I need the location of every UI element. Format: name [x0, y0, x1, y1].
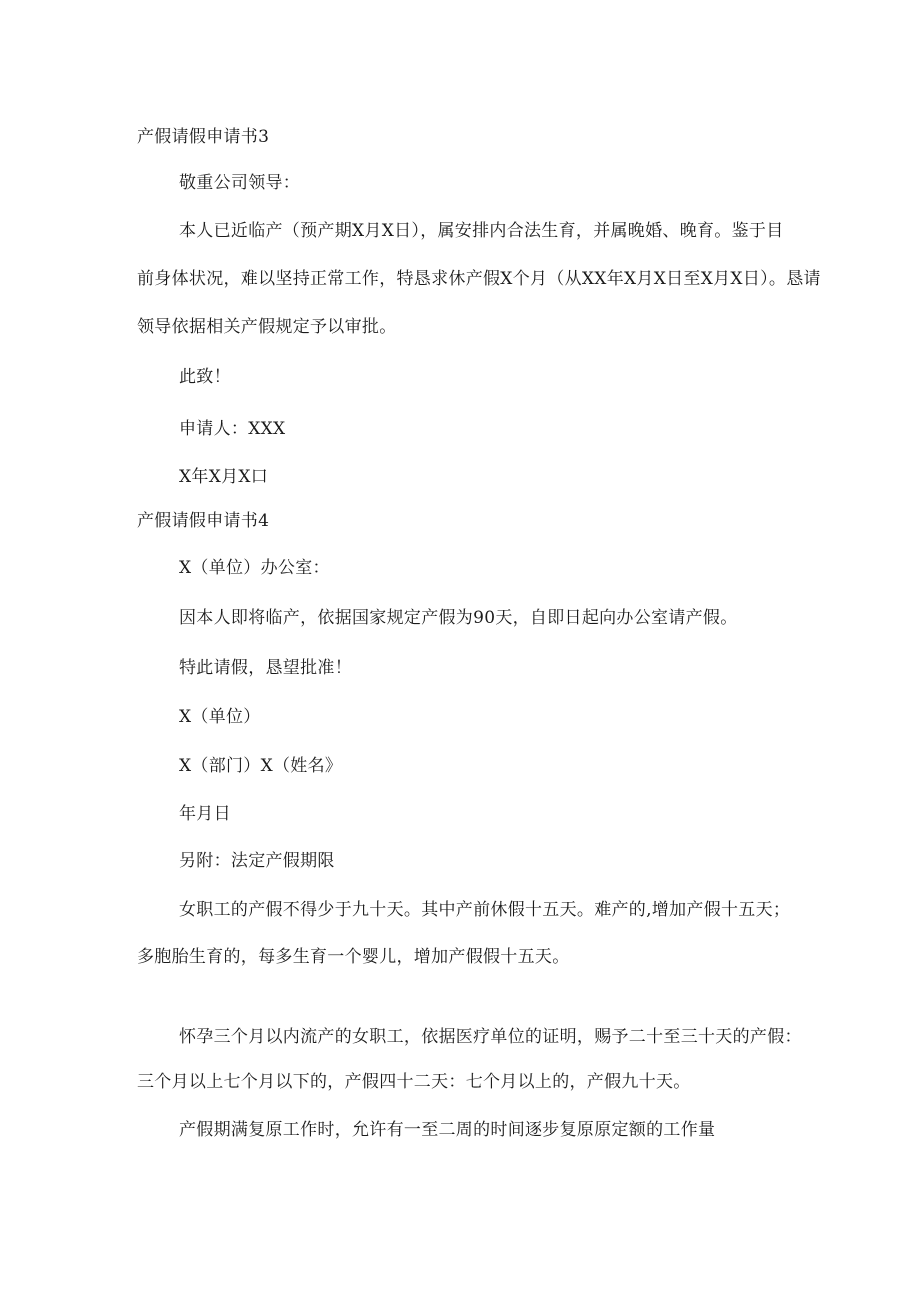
section4-date: 年月日	[179, 804, 231, 824]
appendix-title: 另附：法定产假期限	[179, 851, 335, 871]
section3-title: 产假请假申请书3	[137, 127, 270, 147]
section4-body: 因本人即将临产，依据国家规定产假为90天，自即日起向办公室请产假。	[179, 608, 738, 628]
section3-body-line1: 本人已近临产（预产期X月X日），属安排内合法生育，并属晚婚、晚育。鉴于目	[179, 221, 784, 241]
section4-title: 产假请假申请书4	[137, 511, 270, 531]
section4-request: 特此请假，恳望批准！	[179, 658, 352, 678]
appendix-para1-line1: 女职工的产假不得少于九十天。其中产前休假十五天。难产的,增加产假十五天；	[179, 900, 791, 920]
section4-unit: X（单位）	[179, 707, 261, 727]
section3-date: X年X月X口	[179, 467, 269, 487]
appendix-para2-line2: 三个月以上七个月以下的，产假四十二天：七个月以上的，产假九十天。	[137, 1072, 691, 1092]
section3-body-line3: 领导依据相关产假规定予以审批。	[137, 317, 397, 337]
appendix-para1-line2: 多胞胎生育的，每多生育一个婴儿，增加产假假十五天。	[137, 947, 570, 967]
section3-salutation: 敬重公司领导：	[179, 173, 301, 193]
section3-closing: 此致！	[179, 367, 231, 387]
section3-applicant: 申请人：XXX	[179, 419, 286, 439]
appendix-para3-line1: 产假期满复原工作时，允许有一至二周的时间逐步复原原定额的工作量	[179, 1120, 716, 1140]
section4-recipient: X（单位）办公室：	[179, 558, 330, 578]
section3-body-line2: 前身体状况，难以坚持正常工作，特恳求休产假X个月（从XX年X月X日至X月X日）。恳请	[137, 269, 821, 289]
section4-dept-name: X（部门）X（姓名》	[179, 756, 343, 776]
appendix-para2-line1: 怀孕三个月以内流产的女职工，依据医疗单位的证明，赐予二十至三十天的产假：	[179, 1027, 802, 1047]
